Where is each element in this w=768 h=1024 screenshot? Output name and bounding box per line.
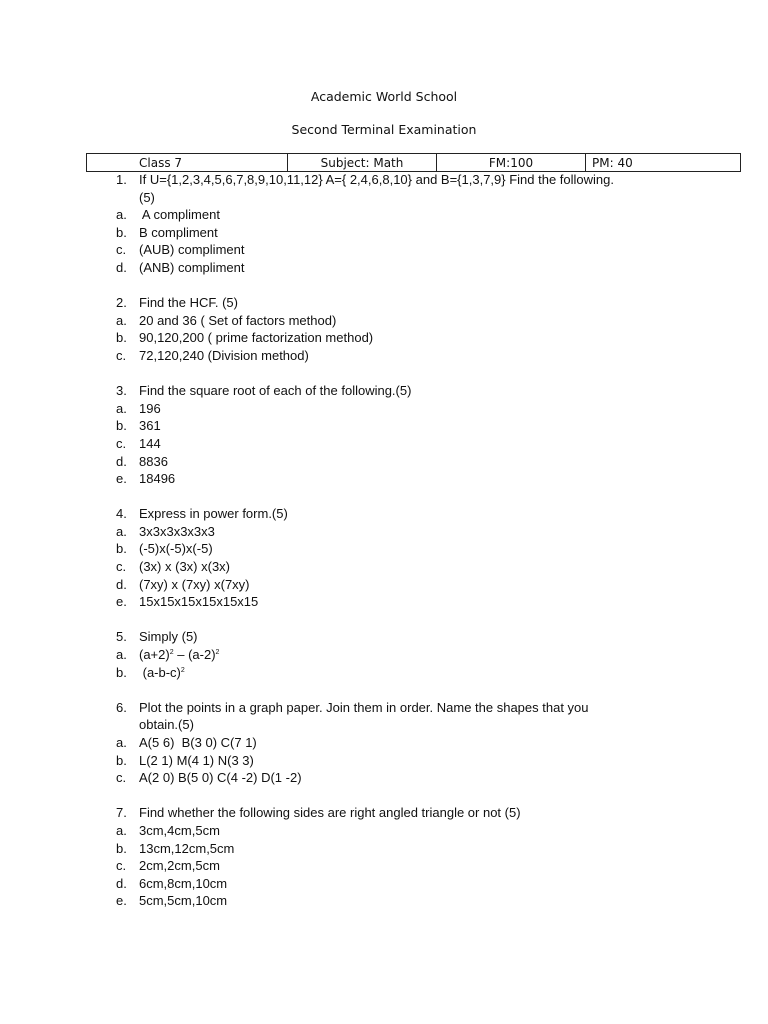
question-number: 3. <box>116 383 127 399</box>
item-letter: b. <box>116 330 127 346</box>
item-text: (AUB) compliment <box>139 242 245 258</box>
item-text: 72,120,240 (Division method) <box>139 347 309 363</box>
item-text: 3x3x3x3x3x3 <box>139 523 215 539</box>
sub-item <box>0 523 768 541</box>
sub-item <box>0 558 768 576</box>
item-letter: d. <box>116 259 127 275</box>
sub-item <box>0 329 768 347</box>
item-letter: c. <box>116 347 127 363</box>
question-text: Find the square root of each of the following.(5) <box>139 383 412 399</box>
item-text: A(5 6) B(3 0) C(7 1) <box>139 735 257 750</box>
item-text: 2cm,2cm,5cm <box>139 858 220 874</box>
item-letter: c. <box>116 770 127 786</box>
item-text: 20 and 36 ( Set of factors method) <box>139 312 337 328</box>
item-text: 196 <box>139 400 161 416</box>
sub-item <box>0 840 768 858</box>
item-letter: b. <box>116 541 127 557</box>
question-number: 5. <box>116 629 127 645</box>
item-letter: b. <box>116 224 127 240</box>
sub-item <box>0 453 768 471</box>
sub-item <box>0 470 768 488</box>
sub-item <box>0 822 768 840</box>
item-letter: e. <box>116 594 127 610</box>
question-text-continued: (5) <box>139 189 155 205</box>
exponent: 2 <box>180 666 185 674</box>
exam-title: Second Terminal Examination <box>291 122 477 137</box>
question-text: Find the HCF. (5) <box>139 295 238 311</box>
exam-info-table <box>86 153 741 172</box>
class-cell: Class 7 <box>87 154 288 172</box>
item-letter: a. <box>116 312 127 328</box>
sub-item <box>0 593 768 611</box>
sub-item <box>0 224 768 242</box>
item-letter: e. <box>116 893 127 909</box>
item-letter: b. <box>116 418 127 434</box>
item-letter: a. <box>116 647 127 663</box>
sub-item <box>0 892 768 910</box>
question-text: If U={1,2,3,4,5,6,7,8,9,10,11,12} A={ 2,4,6,8,10} and B={1,3,7,9} Find the following. <box>139 172 615 187</box>
sub-item <box>0 875 768 893</box>
item-text: 13cm,12cm,5cm <box>139 840 235 856</box>
sub-item <box>0 312 768 330</box>
item-text: A(2 0) B(5 0) C(4 -2) D(1 -2) <box>139 770 302 786</box>
pass-marks-cell: PM: 40 <box>586 154 741 172</box>
item-text: B compliment <box>139 224 218 240</box>
item-text: 6cm,8cm,10cm <box>139 875 228 891</box>
question-text: Find whether the following sides are right angled triangle or not (5) <box>139 805 521 821</box>
question-text: Plot the points in a graph paper. Join them in order. Name the shapes that you <box>139 699 589 715</box>
item-text: 144 <box>139 435 161 451</box>
question-number: 4. <box>116 506 127 522</box>
school-name: Academic World School <box>310 89 458 104</box>
sub-item <box>0 241 768 259</box>
sub-item <box>0 752 768 770</box>
item-expression <box>139 646 219 664</box>
item-letter: d. <box>116 576 127 592</box>
question-4 <box>0 505 768 611</box>
question-text: Express in power form.(5) <box>139 506 288 522</box>
item-text: A compliment <box>139 207 220 223</box>
sub-item <box>0 540 768 558</box>
expr-part: – (a-2) <box>173 647 216 663</box>
item-letter: b. <box>116 664 127 680</box>
item-letter: b. <box>116 752 127 768</box>
question-number: 2. <box>116 295 127 311</box>
item-text: 18496 <box>139 471 176 487</box>
sub-item <box>0 646 768 664</box>
item-expression <box>139 664 185 682</box>
question-5 <box>0 628 768 681</box>
question-number: 1. <box>116 172 127 187</box>
item-letter: b. <box>116 840 127 856</box>
sub-item <box>0 769 768 787</box>
question-list <box>0 171 768 928</box>
item-text: 90,120,200 ( prime factorization method) <box>139 330 374 346</box>
sub-item <box>0 206 768 224</box>
question-text-continued: obtain.(5) <box>139 717 194 733</box>
sub-item <box>0 417 768 435</box>
item-letter: c. <box>116 242 127 258</box>
item-text: 361 <box>139 418 161 434</box>
subject-cell: Subject: Math <box>288 154 437 172</box>
item-letter: e. <box>116 471 127 487</box>
sub-item <box>0 259 768 277</box>
item-letter: a. <box>116 735 127 750</box>
sub-item <box>0 400 768 418</box>
item-text: 5cm,5cm,10cm <box>139 893 228 909</box>
item-letter: c. <box>116 435 127 451</box>
exponent: 2 <box>169 649 174 657</box>
sub-item <box>0 435 768 453</box>
item-text: (3x) x (3x) x(3x) <box>139 559 230 575</box>
sub-item <box>0 664 768 682</box>
question-number: 7. <box>116 805 127 821</box>
item-letter: d. <box>116 453 127 469</box>
item-letter: c. <box>116 559 127 575</box>
exponent: 2 <box>215 649 220 657</box>
question-1 <box>0 171 768 277</box>
exam-info-row <box>87 154 741 172</box>
item-text: (-5)x(-5)x(-5) <box>139 541 213 557</box>
question-7 <box>0 804 768 910</box>
item-text: 15x15x15x15x15x15 <box>139 594 259 610</box>
item-text: L(2 1) M(4 1) N(3 3) <box>139 752 254 768</box>
item-text: (7xy) x (7xy) x(7xy) <box>139 576 250 592</box>
item-letter: a. <box>116 523 127 539</box>
full-marks-cell: FM:100 <box>437 154 586 172</box>
sub-item <box>0 857 768 875</box>
item-letter: a. <box>116 207 127 223</box>
item-letter: d. <box>116 875 127 891</box>
item-text: 8836 <box>139 453 168 469</box>
item-letter: a. <box>116 400 127 416</box>
item-text: (ANB) compliment <box>139 259 245 275</box>
question-number: 6. <box>116 699 127 715</box>
item-letter: a. <box>116 822 127 838</box>
question-3 <box>0 382 768 488</box>
question-2 <box>0 294 768 364</box>
item-text: 3cm,4cm,5cm <box>139 822 220 838</box>
expr-part: (a+2) <box>139 647 170 663</box>
expr-part: (a-b-c) <box>139 664 181 680</box>
sub-item <box>0 734 768 752</box>
item-letter: c. <box>116 858 127 874</box>
sub-item <box>0 347 768 365</box>
question-6 <box>0 699 768 787</box>
question-text: Simply (5) <box>139 629 198 645</box>
sub-item <box>0 576 768 594</box>
